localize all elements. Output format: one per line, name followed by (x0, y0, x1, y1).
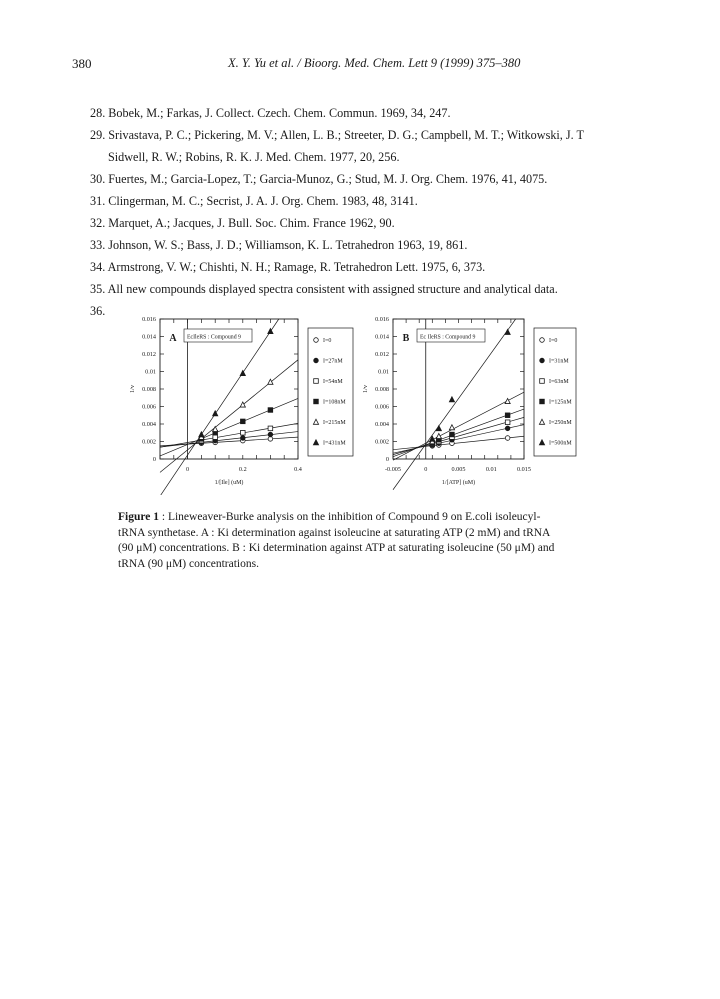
x-tick-label: 0.01 (485, 466, 497, 473)
x-tick-label: 0 (424, 466, 428, 473)
reference-text: Fuertes, M.; Garcia-Lopez, T.; Garcia-Munoz, G.; Stud, M. J. Org. Chem. 1976, 41, 4075. (108, 172, 548, 186)
reference-item (90, 212, 650, 234)
reference-list (90, 102, 650, 322)
reference-text-continued: Sidwell, R. W.; Robins, R. K. J. Med. Chem. 1977, 20, 256. (108, 150, 400, 164)
reference-item (90, 102, 650, 124)
data-point (268, 426, 273, 431)
legend-label: I=125nM (549, 399, 572, 406)
legend-label: I=54nM (323, 379, 343, 385)
series-line (393, 436, 524, 449)
y-axis-label: 1/v (362, 384, 369, 394)
legend-label: I=0 (549, 338, 558, 344)
y-tick-label: 0.01 (378, 368, 389, 376)
x-tick-label: 0.4 (294, 466, 302, 473)
legend-marker (540, 338, 545, 343)
y-axis-label: 1/v (129, 384, 136, 394)
legend-marker (540, 399, 545, 404)
reference-item (90, 234, 650, 256)
data-point (505, 413, 510, 418)
y-tick-label: 0.008 (375, 386, 389, 394)
legend-label: I=215nM (323, 420, 346, 426)
y-tick-label: 0.014 (142, 333, 156, 341)
x-tick-label: 0.2 (238, 466, 247, 473)
reference-number: 33. (90, 238, 106, 252)
y-tick-label: 0.012 (142, 351, 156, 359)
y-tick-label: 0.016 (142, 316, 156, 324)
figure-caption (118, 510, 563, 572)
y-tick-label: 0.006 (142, 403, 156, 411)
page-number: 380 (72, 56, 92, 71)
legend-marker (314, 399, 319, 404)
x-axis-label: 1/[ATP] (uM) (441, 480, 476, 486)
data-point (268, 432, 273, 437)
panel-letter: B (402, 333, 410, 344)
running-head: X. Y. Yu et al. / Bioorg. Med. Chem. Lett 9 (1999) 375–380 (228, 56, 521, 70)
data-point (241, 436, 246, 441)
data-point (450, 432, 455, 437)
reference-text: Clingerman, M. C.; Secrist, J. A. J. Org. Chem. 1983, 48, 3141. (108, 194, 418, 208)
series-line (393, 417, 524, 454)
caption-text: : Lineweaver-Burke analysis on the inhibition of Compound 9 on E.coli isoleucyl-tRNA synthetase. A : Ki determination against isoleucine at saturating ATP (2 mM) and tRNA (90 μM) concentrations. B : Ki determination against ATP at saturating isoleucine (50 μM) and tRNA (90 μM) concentrations. (118, 511, 555, 570)
panel-letter: A (169, 333, 177, 344)
legend-label: I=27nM (323, 358, 343, 365)
data-point (505, 426, 510, 431)
legend-label: I=431nM (323, 440, 346, 447)
data-point (449, 425, 454, 430)
reference-number: 34. (90, 260, 106, 274)
y-tick-label: 0 (152, 456, 156, 464)
legend-label: I=63nM (549, 379, 569, 385)
series-line (393, 409, 524, 457)
y-tick-label: 0.016 (375, 316, 389, 324)
reference-text: Marquet, A.; Jacques, J. Bull. Soc. Chim. France 1962, 90. (108, 216, 395, 230)
legend-marker (314, 338, 319, 343)
series-line (160, 319, 279, 495)
figure-1 (118, 313, 578, 495)
panel-title: Ec IleRS : Compound 9 (420, 334, 476, 341)
series-line (160, 432, 298, 447)
data-point (240, 402, 245, 407)
y-tick-label: 0.01 (145, 368, 156, 376)
y-tick-label: 0.008 (142, 386, 156, 394)
reference-number: 32. (90, 216, 106, 230)
reference-text: Srivastava, P. C.; Pickering, M. V.; Allen, L. B.; Streeter, D. G.; Campbell, M. T.; Witkowski, J. T (108, 128, 584, 142)
y-tick-label: 0 (385, 456, 389, 464)
page-header (0, 56, 720, 76)
data-point (436, 433, 441, 438)
data-point (199, 432, 204, 437)
data-point (505, 329, 510, 334)
legend-marker (540, 379, 545, 384)
legend-marker (540, 358, 545, 363)
y-tick-label: 0.002 (142, 438, 156, 446)
data-point (241, 419, 246, 424)
reference-text: All new compounds displayed spectra consistent with assigned structure and analytical data. (107, 282, 558, 296)
legend-label: I=108nM (323, 399, 346, 406)
figure-svg (118, 313, 578, 495)
data-point (268, 379, 273, 384)
reference-number: 30. (90, 172, 106, 186)
reference-text: Johnson, W. S.; Bass, J. D.; Williamson, K. L. Tetrahedron 1963, 19, 861. (108, 238, 468, 252)
data-point (213, 435, 218, 440)
reference-item (90, 278, 650, 300)
y-tick-label: 0.012 (375, 351, 389, 359)
data-point (505, 420, 510, 425)
series-line (393, 319, 516, 490)
y-tick-label: 0.014 (375, 333, 389, 341)
legend-label: I=0 (323, 338, 332, 344)
y-tick-label: 0.002 (375, 438, 389, 446)
legend-label: I=500nM (549, 440, 572, 447)
data-point (268, 437, 273, 442)
reference-item (90, 168, 650, 190)
data-point (449, 397, 454, 402)
reference-item (90, 124, 650, 168)
reference-number: 28. (90, 106, 106, 120)
reference-item (90, 256, 650, 278)
caption-label: Figure 1 (118, 511, 159, 523)
data-point (505, 436, 510, 441)
legend-label: I=31nM (549, 358, 569, 365)
reference-text: Bobek, M.; Farkas, J. Collect. Czech. Chem. Commun. 1969, 34, 247. (108, 106, 451, 120)
reference-text: Armstrong, V. W.; Chishti, N. H.; Ramage, R. Tetrahedron Lett. 1975, 6, 373. (107, 260, 486, 274)
legend-label: I=250nM (549, 420, 572, 426)
reference-number: 35. (90, 282, 106, 296)
data-point (505, 398, 510, 403)
series-line (393, 392, 524, 460)
x-tick-label: 0.005 (451, 466, 466, 473)
x-tick-label: 0.015 (517, 466, 531, 473)
reference-number: 31. (90, 194, 106, 208)
data-point (241, 430, 246, 435)
x-tick-label: -0.005 (385, 466, 401, 473)
y-tick-label: 0.004 (142, 421, 156, 429)
panel-title: EcIleRS : Compound 9 (187, 334, 241, 341)
x-axis-label: 1/[Ile] (uM) (214, 480, 244, 486)
reference-item (90, 190, 650, 212)
reference-number: 29. (90, 128, 106, 142)
data-point (268, 408, 273, 413)
legend-marker (314, 379, 319, 384)
legend-box (308, 328, 353, 456)
reference-number: 36. (90, 304, 106, 318)
y-tick-label: 0.006 (375, 403, 389, 411)
data-point (240, 370, 245, 375)
y-tick-label: 0.004 (375, 421, 389, 429)
legend-box (534, 328, 576, 456)
legend-marker (314, 358, 319, 363)
x-tick-label: 0 (186, 466, 190, 473)
